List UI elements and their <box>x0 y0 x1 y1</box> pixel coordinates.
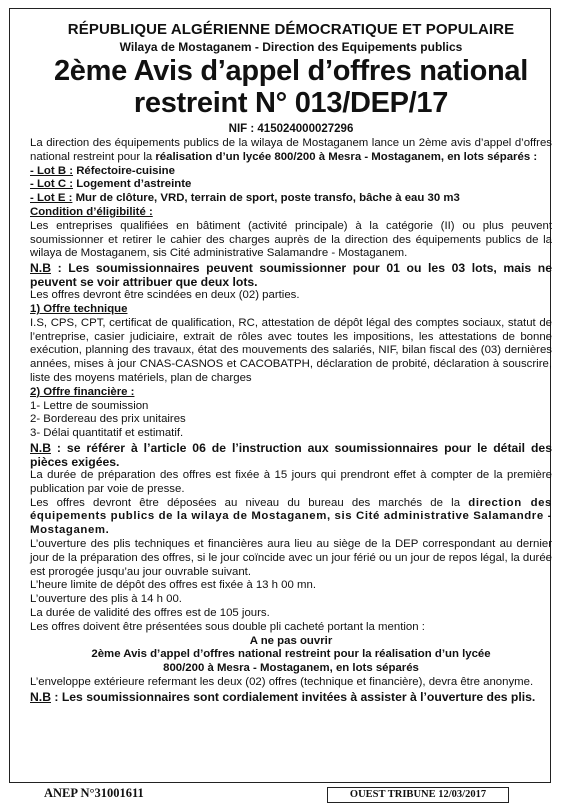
opening-time: L’ouverture des plis à 14 h 00. <box>30 593 182 606</box>
intro-bold: réalisation d’un lycée 800/200 à Mesra - Mostaganem, en lots séparés : <box>155 150 538 163</box>
duration-text: La durée de préparation des offres est fixée à 15 jours qui prendront effet à compter de la première publication par voie de presse. <box>30 468 552 495</box>
nb-lots-label: N.B <box>30 261 51 276</box>
mention-line2: 2ème Avis d’appel d’offres national restreint pour la réalisation d’un lycée <box>91 648 491 661</box>
opening-text: L’ouverture des plis techniques et financières aura lieu au siège de la DEP correspondant au dernier jour de la préparation des offres, si le jour coïncide avec un jour férié ou un jour de repos légal, la durée est prorogée jusqu’au jour ouvrable suivant. <box>30 537 552 578</box>
technical-text: I.S, CPS, CPT, certificat de qualification, RC, attestation de dépôt légal des comptes sociaux, statut de l’entreprise, casier judiciaire, extrait de rôles avec toutes les impositions, les attestations de bonne exécution, planning des travaux, état des mouvements des salariés, NIF, bilan fiscal des (03) dernières années, mises à jour CNAS-CASNOS et CACOBATPH, déclaration de probité, déclaration à souscrire, liste des moyens matériels, plan de charges <box>30 316 552 384</box>
mention-line1: A ne pas ouvrir <box>249 634 333 647</box>
envelope-intro: Les offres doivent être présentées sous double pli cacheté portant la mention : <box>30 620 425 633</box>
financial-heading: 2) Offre financière : <box>30 385 135 398</box>
lot-e-label: - Lot E : <box>30 192 73 205</box>
financial-item: 3- Délai quantitatif et estimatif. <box>30 427 184 440</box>
lot-c-text: Logement d’astreinte <box>76 178 192 191</box>
republic-heading: RÉPUBLIQUE ALGÉRIENNE DÉMOCRATIQUE ET POPULAIRE <box>67 21 515 38</box>
lot-e <box>30 192 552 206</box>
eligibility-heading: Condition d’éligibilité : <box>30 205 153 218</box>
intro-plain: La direction des équipements publics de la wilaya de Mostaganem lance un 2ème avis d’appel d’offres national restreint pour la <box>30 137 552 163</box>
deposit-time: L’heure limite de dépôt des offres est fixée à 13 h 00 mn. <box>30 579 317 592</box>
nb-attendance <box>30 690 552 704</box>
envelope-outer: L’enveloppe extérieure refermant les deux (02) offres (technique et financière), devra être anonyme. <box>30 675 534 688</box>
nb-lots-text: : Les soumissionnaires peuvent soumissionner pour 01 ou les 03 lots, mais ne peuvent se voir attribuer que deux lots. <box>30 261 552 290</box>
footer <box>0 783 562 804</box>
nb-attendance-text: : Les soumissionnaires sont cordialement invitées à assister à l’ouverture des plis. <box>51 689 536 704</box>
validity-text: La durée de validité des offres est de 105 jours. <box>30 606 270 619</box>
lot-b-text: Réfectoire-cuisine <box>76 164 175 177</box>
nb-article-text: : se référer à l’article 06 de l’instruction aux soumissionnaires pour le détail des pièces exigées. <box>30 440 552 469</box>
deposit-plain: Les offres devront être déposées au niveau du bureau des marchés de la <box>30 496 469 509</box>
lot-b <box>30 165 552 179</box>
nb-attendance-label: N.B <box>30 689 51 704</box>
notice-content <box>30 21 552 704</box>
offers-split: Les offres devront être scindées en deux (02) parties. <box>30 289 300 302</box>
anep-reference: ANEP N°31001611 <box>44 786 144 800</box>
newspaper-stamp: OUEST TRIBUNE 12/03/2017 <box>327 787 509 803</box>
deposit-bold: direction des équipements publics de la wilaya de Mostaganem, sis Cité administrative Salamandre - Mostaganem. <box>30 496 552 537</box>
notice-title-line1: 2ème Avis d’appel d’offres national <box>53 55 529 87</box>
lot-c-label: - Lot C : <box>30 178 74 191</box>
eligibility-text: Les entreprises qualifiées en bâtiment (activité principale) à la catégorie (II) ou plus peuvent soumissionner et retirer le cahier des charges auprès de la direction des équipements publics de la wilaya de Mostaganem, sis Cité administrative Salamandre - Mostaganem. <box>30 219 552 260</box>
wilaya-heading: Wilaya de Mostaganem - Direction des Equipements publics <box>119 40 463 54</box>
mention-line3: 800/200 à Mesra - Mostaganem, en lots séparés <box>163 662 419 675</box>
nb-article <box>30 441 552 469</box>
nif-number: NIF : 415024000027296 <box>228 123 354 135</box>
technical-heading: 1) Offre technique <box>30 302 128 315</box>
financial-item: 1- Lettre de soumission <box>30 399 149 412</box>
lot-c <box>30 178 552 192</box>
notice-title-line2: restreint N° 013/DEP/17 <box>133 87 449 119</box>
nb-lots <box>30 261 552 289</box>
intro-paragraph <box>30 137 552 165</box>
lot-b-label: - Lot B : <box>30 164 74 177</box>
deposit-paragraph <box>30 497 552 538</box>
lot-e-text: Mur de clôture, VRD, terrain de sport, poste transfo, bâche à eau 30 m3 <box>75 192 460 205</box>
financial-item: 2- Bordereau des prix unitaires <box>30 413 186 426</box>
nb-article-label: N.B <box>30 440 51 455</box>
notice-frame <box>9 8 551 783</box>
